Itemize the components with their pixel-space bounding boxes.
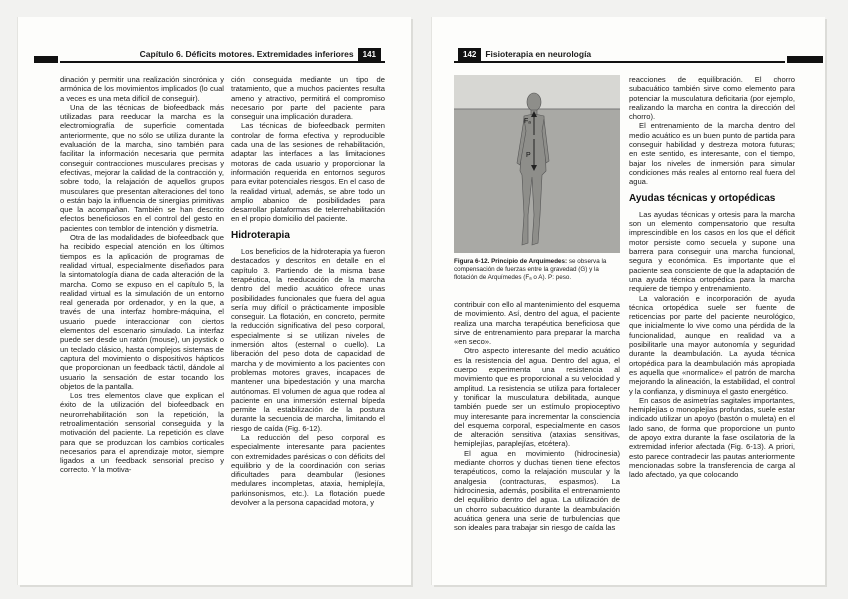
label-p: P	[526, 152, 531, 159]
paragraph: El entrenamiento de la marcha dentro del medio acuático es un buen punto de partida para conseguir habilidad y destreza motora futuras; en este sentido, es interesante, con el tiempo, bajar los niveles de inmersión para simular condiciones más reales al entorno real fuera del agua.	[629, 121, 795, 187]
paragraph: contribuir con ello al mantenimiento del esquema de movimiento. Así, dentro del agua, el paciente realiza una marcha terapéutica beneficiosa que sirve de entrenamiento para preparar la marcha «en seco».	[454, 300, 620, 347]
page-header	[60, 47, 385, 63]
figure-text: se observa la compensación de fuerzas entre la gravedad (G) y la flotación de Arquímedes (Fₐ o A). P: peso.	[454, 258, 607, 281]
header-bar	[787, 56, 823, 63]
paragraph: reacciones de equilibración. El chorro subacuático también sirve como elemento para potenciar la musculatura deficitaria (por ejemplo, realizando la marcha en contra la dirección del chorro).	[629, 75, 795, 122]
paragraph: Otra de las modalidades de biofeedback que ha recibido especial atención en los últimos tiempos es la aplicación de programas de realidad virtual, especialmente diseñados para la sintomatología diana de cada alteración de la marcha. Como se expuso en el capítulo 5, la realidad virtual es la simulación de un entorno real generada por ordenador, y en la que, a través de una interfaz hombre-máquina, el usuario puede interaccionar con ciertos elementos del escenario simulado. La interfaz puede ser desde un ratón (mouse), un joystick o un teclado clásico, hasta complejos sistemas de captura del movimiento o dispositivos hápticos que proporcionan un feedback táctil, dándole al usuario la sensación de estar tocando los objetos de la pantalla.	[60, 233, 224, 391]
text-column-2	[629, 75, 795, 479]
paragraph: La valoración e incorporación de ayuda técnica ortopédica suele ser fuente de reticencias por parte del paciente neurológico, que inicialmente lo vive como una pérdida de la funcionalidad, aunque en realidad va a posibilitarle una mayor autonomía y seguridad durante la deambulación. La ayuda técnica ortopédica para la deambulación más apropiada es aquella que «normalice» el patrón de marcha mejorando la alineación, la estabilidad, el control y la confianza, y disminuya el gasto energético.	[629, 293, 795, 396]
figure-title: Principio de Arquímedes:	[491, 258, 568, 265]
section-heading: Ayudas técnicas y ortopédicas	[629, 192, 776, 204]
paragraph: La reducción del peso corporal es especialmente interesante para pacientes con extremidades parésicas o con déficits del equilibrio y de la coordinación con serias dificultades para deambular (lesiones medulares incompletas, ataxia, hemiplejía, parkinsonismos, etc.). La flotación puede devolver a la persona capacidad motora, y	[231, 432, 385, 508]
paragraph: Las técnicas de biofeedback permiten controlar de forma efectiva y reproducible cada una de las sesiones de rehabilitación, adaptar las interfaces a las limitaciones motoras de cada usuario y proporcionar la información requerida en entornos seguros para evitar potenciales riesgos. En el caso de la realidad virtual, además, se abre todo un amplio abanico de posibilidades para desarrollar plataformas de telerrehabilitación en el propio domicilio del paciente.	[231, 121, 385, 224]
text-column-2	[231, 75, 385, 507]
paragraph: Los tres elementos clave que explican el éxito de la utilización del biofeedback en neurorrehabilitación son la repetición, la retroalimentación sensorial conseguida y la motivación del paciente. La repetición es clave para que se produzcan los cambios corticales necesarios para el aprendizaje motor, siempre ligados a un feedback sensorial preciso y correcto. Y la motiva-	[60, 391, 224, 475]
archimedes-illustration	[454, 75, 620, 253]
paragraph: Los beneficios de la hidroterapia ya fueron destacados y descritos en detalle en el capítulo 3. Partiendo de la misma base terapéutica, la reeducación de la marcha dentro del medio acuático ofrece unas posibilidades funcionales que fuera del agua sería muy difícil o prácticamente imposible conseguir. La flotación, en concreto, permite la reducción significativa del peso corporal, especialmente si se utilizan niveles de inmersión altos (esternal o cuello). La liberación del peso dota de capacidad de marcha y de movimiento a los pacientes con problemas motores graves, incapaces de mantener una bipedestación y una marcha autónomas. El volumen de agua que rodea al paciente en una inmersión esternal bípeda permite la estabilización de la postura durante la secuencia de marcha, limitando el riesgo de caída (Fig. 6-12).	[231, 247, 385, 433]
chapter-title: Capítulo 6. Déficits motores. Extremidades inferiores	[139, 49, 354, 59]
figure-number: Figura 6-12.	[454, 258, 490, 265]
figure-6-12	[454, 75, 620, 253]
paragraph: Las ayudas técnicas y ortesis para la marcha son un elemento compensatorio que resulta imprescindible en los casos en los que el déficit motor persiste como secuela y supone una barrera para conseguir una marcha funcional, segura y económica. Es importante que el paciente sea consciente de que la adaptación de una ayuda técnica ortopédica para la marcha requiere de tiempo y entrenamiento.	[629, 209, 795, 294]
chapter-title: Fisioterapia en neurología	[485, 49, 592, 59]
header-bar	[34, 56, 58, 63]
section-heading: Hidroterapia	[231, 229, 290, 241]
paragraph: En casos de asimetrías sagitales importantes, hemiplejías o monoplejías profundas, suele estar indicado utilizar un apoyo (bastón o muleta) en el lado sano, de forma que proporcione un punto de apoyo extra durante la fase oscilatoria de la extremidad inferior afectada (Fig. 6-13). A priori, esto parece contradecir las pautas anteriormente mencionadas sobre la transferencia de carga al lado afectado, ya que colocando	[629, 395, 795, 480]
text-column-1	[60, 75, 224, 475]
paragraph: dinación y permitir una realización sincrónica y armónica de los movimientos implicados (lo cual a veces es una meta difícil de conseguir).	[60, 75, 224, 103]
page-number: 142	[458, 48, 481, 61]
paragraph: Una de las técnicas de biofeedback más utilizadas para reeducar la marcha es la electromiografía de superficie comentada anteriormente, que no sólo se utiliza durante la evaluación de la marcha, sino también para facilitar la información necesaria que permita conseguir contracciones musculares precisas y efectivas, mejorar la calidad de la contracción y, sobre todo, la relajación de aquellos grupos musculares que presentan alteraciones del tono o están bajo la influencia de sinergias primitivas que la acompañan. También se han descrito efectos beneficiosos en el control del gesto en pacientes con temblor de intención y dismetría.	[60, 102, 224, 233]
figure-caption	[454, 258, 620, 282]
paragraph: Otro aspecto interesante del medio acuático es la resistencia del agua. Dentro del agua, el cuerpo experimenta una resistencia al movimiento que es proporcional a su velocidad y amplitud. La resistencia se utiliza para fortalecer y tonificar la musculatura debilitada, aunque también puede ser un estímulo propioceptivo muy interesante para incrementar la consciencia del esquema corporal, especialmente en casos de alteración sensitiva (ataxias sensitivas, hemiplejías, paraplejías, etcétera).	[454, 346, 620, 449]
right-page	[432, 17, 825, 585]
page-header	[454, 47, 785, 63]
left-page	[18, 17, 411, 585]
paragraph: El agua en movimiento (hidrocinesia) mediante chorros y duchas tienen tiene efectos terapéuticos, como la relajación muscular y la analgesia (contracturas, espasmos). La hidrocinesia, además, posibilita el entrenamiento del equilibrio dentro del agua. La utilización de un chorro subacuático durante la deambulación acuática genera una serie de turbulencias que son ideales para trabajar sin riesgo de caída las	[454, 448, 620, 533]
text-column-1	[454, 300, 620, 532]
paragraph: ción conseguida mediante un tipo de tratamiento, que a muchos pacientes resulta ameno y atractivo, permitirá el compromiso necesario por parte del paciente para conseguir una implicación duradera.	[231, 75, 385, 122]
page-number: 141	[358, 48, 381, 61]
label-ff: Fₐ	[524, 118, 531, 125]
